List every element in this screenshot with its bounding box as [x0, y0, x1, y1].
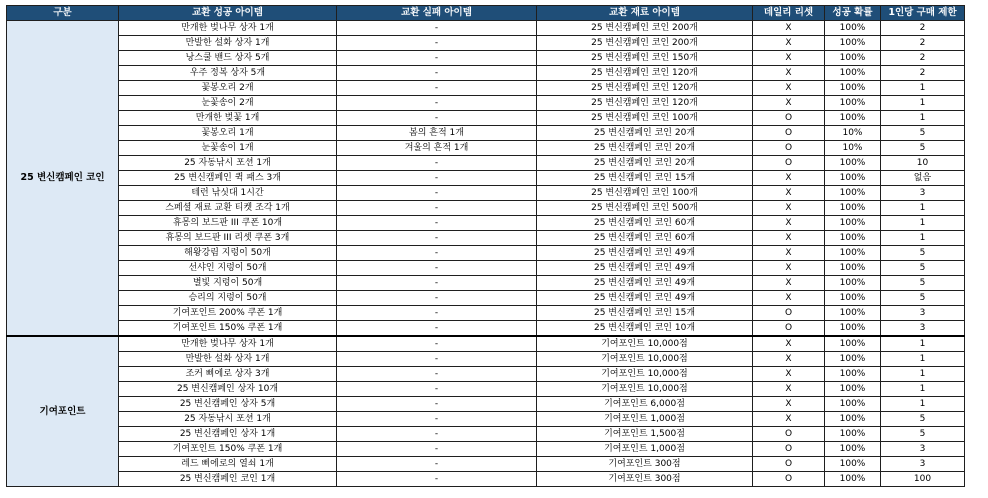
success-rate-cell: 100% [825, 216, 881, 231]
purchase-limit-cell: 5 [881, 276, 965, 291]
purchase-limit-cell: 5 [881, 246, 965, 261]
success-rate-cell: 100% [825, 306, 881, 321]
fail-item-cell: - [337, 36, 537, 51]
purchase-limit-cell: 1 [881, 96, 965, 111]
success-item-cell: 우주 정복 상자 5개 [119, 66, 337, 81]
daily-reset-cell: X [753, 51, 825, 66]
daily-reset-cell: O [753, 427, 825, 442]
purchase-limit-cell: 3 [881, 442, 965, 457]
success-item-cell: 25 변신캠페인 코인 1개 [119, 472, 337, 487]
success-rate-cell: 100% [825, 111, 881, 126]
success-rate-cell: 100% [825, 171, 881, 186]
fail-item-cell: - [337, 171, 537, 186]
success-rate-cell: 10% [825, 141, 881, 156]
table-row [7, 171, 965, 186]
purchase-limit-cell: 2 [881, 51, 965, 66]
table-row [7, 412, 965, 427]
table-row [7, 382, 965, 397]
fail-item-cell: - [337, 291, 537, 306]
material-item-cell: 기여포인트 10,000점 [537, 336, 753, 352]
success-item-cell: 25 자동낚시 포션 1개 [119, 156, 337, 171]
material-item-cell: 25 변신캠페인 코인 100개 [537, 186, 753, 201]
daily-reset-cell: O [753, 321, 825, 337]
table-row [7, 51, 965, 66]
fail-item-cell: - [337, 246, 537, 261]
category-cell: 25 변신캠페인 코인 [7, 21, 119, 337]
fail-item-cell: - [337, 382, 537, 397]
header-purchase-limit: 1인당 구매 제한 [881, 6, 965, 21]
purchase-limit-cell: 1 [881, 231, 965, 246]
material-item-cell: 25 변신캠페인 코인 60개 [537, 231, 753, 246]
success-rate-cell: 100% [825, 397, 881, 412]
success-rate-cell: 100% [825, 276, 881, 291]
fail-item-cell: - [337, 111, 537, 126]
fail-item-cell: - [337, 261, 537, 276]
success-rate-cell: 100% [825, 336, 881, 352]
table-row [7, 291, 965, 306]
daily-reset-cell: X [753, 352, 825, 367]
success-rate-cell: 100% [825, 382, 881, 397]
table-row [7, 186, 965, 201]
purchase-limit-cell: 1 [881, 397, 965, 412]
success-item-cell: 꽃봉오리 2개 [119, 81, 337, 96]
success-rate-cell: 100% [825, 201, 881, 216]
fail-item-cell: - [337, 472, 537, 487]
fail-item-cell: - [337, 321, 537, 337]
table-row [7, 336, 965, 352]
success-rate-cell: 10% [825, 126, 881, 141]
purchase-limit-cell: 없음 [881, 171, 965, 186]
success-rate-cell: 100% [825, 442, 881, 457]
fail-item-cell: - [337, 367, 537, 382]
purchase-limit-cell: 1 [881, 111, 965, 126]
table-row [7, 457, 965, 472]
daily-reset-cell: X [753, 36, 825, 51]
header-success-item: 교환 성공 아이템 [119, 6, 337, 21]
success-item-cell: 만개한 벚꽃 1개 [119, 111, 337, 126]
purchase-limit-cell: 10 [881, 156, 965, 171]
success-item-cell: 승리의 지렁이 50개 [119, 291, 337, 306]
table-row [7, 111, 965, 126]
purchase-limit-cell: 1 [881, 216, 965, 231]
table-row [7, 66, 965, 81]
material-item-cell: 25 변신캠페인 코인 100개 [537, 111, 753, 126]
table-row [7, 216, 965, 231]
success-item-cell: 만발한 설화 상자 1개 [119, 352, 337, 367]
success-rate-cell: 100% [825, 66, 881, 81]
success-rate-cell: 100% [825, 51, 881, 66]
purchase-limit-cell: 3 [881, 457, 965, 472]
material-item-cell: 25 변신캠페인 코인 120개 [537, 96, 753, 111]
success-item-cell: 만발한 설화 상자 1개 [119, 36, 337, 51]
table-row [7, 246, 965, 261]
header-row [7, 6, 965, 21]
daily-reset-cell: X [753, 96, 825, 111]
material-item-cell: 25 변신캠페인 코인 120개 [537, 81, 753, 96]
material-item-cell: 25 변신캠페인 코인 20개 [537, 126, 753, 141]
material-item-cell: 기여포인트 1,500점 [537, 427, 753, 442]
success-rate-cell: 100% [825, 321, 881, 337]
table-row [7, 21, 965, 36]
success-rate-cell: 100% [825, 186, 881, 201]
purchase-limit-cell: 1 [881, 352, 965, 367]
header-fail-item: 교환 실패 아이템 [337, 6, 537, 21]
table-row [7, 397, 965, 412]
success-rate-cell: 100% [825, 472, 881, 487]
success-item-cell: 25 변신캠페인 상자 10개 [119, 382, 337, 397]
group-0-body [7, 21, 965, 337]
success-item-cell: 휴몽의 보드판 III 쿠폰 10개 [119, 216, 337, 231]
fail-item-cell: - [337, 442, 537, 457]
success-rate-cell: 100% [825, 21, 881, 36]
table-row [7, 472, 965, 487]
purchase-limit-cell: 3 [881, 306, 965, 321]
success-rate-cell: 100% [825, 36, 881, 51]
success-item-cell: 25 변신캠페인 퀵 패스 3개 [119, 171, 337, 186]
material-item-cell: 기여포인트 6,000점 [537, 397, 753, 412]
table-row [7, 231, 965, 246]
material-item-cell: 기여포인트 1,000점 [537, 442, 753, 457]
material-item-cell: 25 변신캠페인 코인 500개 [537, 201, 753, 216]
exchange-table [6, 5, 965, 487]
purchase-limit-cell: 2 [881, 36, 965, 51]
daily-reset-cell: O [753, 442, 825, 457]
fail-item-cell: - [337, 276, 537, 291]
purchase-limit-cell: 1 [881, 367, 965, 382]
success-item-cell: 25 변신캠페인 상자 5개 [119, 397, 337, 412]
header-material-item: 교환 재료 아이템 [537, 6, 753, 21]
success-rate-cell: 100% [825, 156, 881, 171]
purchase-limit-cell: 5 [881, 412, 965, 427]
purchase-limit-cell: 5 [881, 291, 965, 306]
daily-reset-cell: X [753, 382, 825, 397]
success-rate-cell: 100% [825, 81, 881, 96]
fail-item-cell: - [337, 352, 537, 367]
daily-reset-cell: O [753, 156, 825, 171]
daily-reset-cell: X [753, 81, 825, 96]
success-item-cell: 조커 삐에로 상자 3개 [119, 367, 337, 382]
daily-reset-cell: X [753, 336, 825, 352]
material-item-cell: 기여포인트 1,000점 [537, 412, 753, 427]
fail-item-cell: - [337, 427, 537, 442]
daily-reset-cell: X [753, 246, 825, 261]
table-row [7, 81, 965, 96]
fail-item-cell: - [337, 51, 537, 66]
fail-item-cell: - [337, 216, 537, 231]
table-row [7, 321, 965, 337]
daily-reset-cell: X [753, 21, 825, 36]
success-rate-cell: 100% [825, 231, 881, 246]
purchase-limit-cell: 1 [881, 382, 965, 397]
material-item-cell: 25 변신캠페인 코인 200개 [537, 36, 753, 51]
material-item-cell: 기여포인트 10,000점 [537, 382, 753, 397]
fail-item-cell: 겨울의 흔적 1개 [337, 141, 537, 156]
material-item-cell: 25 변신캠페인 코인 150개 [537, 51, 753, 66]
material-item-cell: 25 변신캠페인 코인 120개 [537, 66, 753, 81]
material-item-cell: 25 변신캠페인 코인 49개 [537, 246, 753, 261]
success-item-cell: 기여포인트 200% 쿠폰 1개 [119, 306, 337, 321]
purchase-limit-cell: 1 [881, 81, 965, 96]
material-item-cell: 25 변신캠페인 코인 60개 [537, 216, 753, 231]
exchange-table-container [6, 5, 965, 487]
daily-reset-cell: X [753, 276, 825, 291]
table-row [7, 367, 965, 382]
group-1-body [7, 336, 965, 487]
fail-item-cell: - [337, 336, 537, 352]
table-row [7, 442, 965, 457]
fail-item-cell: - [337, 81, 537, 96]
success-item-cell: 기여포인트 150% 쿠폰 1개 [119, 321, 337, 337]
purchase-limit-cell: 5 [881, 126, 965, 141]
table-row [7, 306, 965, 321]
material-item-cell: 25 변신캠페인 코인 15개 [537, 171, 753, 186]
material-item-cell: 기여포인트 300점 [537, 457, 753, 472]
daily-reset-cell: X [753, 367, 825, 382]
daily-reset-cell: X [753, 261, 825, 276]
success-rate-cell: 100% [825, 367, 881, 382]
material-item-cell: 25 변신캠페인 코인 10개 [537, 321, 753, 337]
material-item-cell: 25 변신캠페인 코인 49개 [537, 291, 753, 306]
fail-item-cell: 봄의 흔적 1개 [337, 126, 537, 141]
purchase-limit-cell: 5 [881, 141, 965, 156]
purchase-limit-cell: 2 [881, 21, 965, 36]
fail-item-cell: - [337, 231, 537, 246]
success-item-cell: 25 자동낚시 포션 1개 [119, 412, 337, 427]
success-item-cell: 선샤인 지렁이 50개 [119, 261, 337, 276]
daily-reset-cell: X [753, 171, 825, 186]
daily-reset-cell: O [753, 457, 825, 472]
success-item-cell: 25 변신캠페인 상자 1개 [119, 427, 337, 442]
daily-reset-cell: O [753, 141, 825, 156]
purchase-limit-cell: 1 [881, 201, 965, 216]
success-item-cell: 꽃봉오리 1개 [119, 126, 337, 141]
material-item-cell: 기여포인트 10,000점 [537, 352, 753, 367]
table-row [7, 201, 965, 216]
success-item-cell: 테런 낚싯대 1시간 [119, 186, 337, 201]
table-row [7, 36, 965, 51]
success-rate-cell: 100% [825, 96, 881, 111]
success-item-cell: 만개한 벚나무 상자 1개 [119, 336, 337, 352]
table-row [7, 96, 965, 111]
success-item-cell: 기여포인트 150% 쿠폰 1개 [119, 442, 337, 457]
daily-reset-cell: O [753, 472, 825, 487]
purchase-limit-cell: 1 [881, 336, 965, 352]
material-item-cell: 기여포인트 300점 [537, 472, 753, 487]
success-item-cell: 눈꽃송이 1개 [119, 141, 337, 156]
purchase-limit-cell: 100 [881, 472, 965, 487]
table-row [7, 141, 965, 156]
daily-reset-cell: O [753, 111, 825, 126]
daily-reset-cell: O [753, 306, 825, 321]
success-item-cell: 휴몽의 보드판 III 리셋 쿠폰 3개 [119, 231, 337, 246]
header-category: 구분 [7, 6, 119, 21]
material-item-cell: 25 변신캠페인 코인 49개 [537, 276, 753, 291]
table-row [7, 427, 965, 442]
success-item-cell: 만개한 벚나무 상자 1개 [119, 21, 337, 36]
success-item-cell: 눈꽃송이 2개 [119, 96, 337, 111]
daily-reset-cell: X [753, 291, 825, 306]
purchase-limit-cell: 3 [881, 321, 965, 337]
daily-reset-cell: X [753, 186, 825, 201]
daily-reset-cell: X [753, 216, 825, 231]
material-item-cell: 25 변신캠페인 코인 200개 [537, 21, 753, 36]
table-row [7, 156, 965, 171]
header-daily-reset: 데일리 리셋 [753, 6, 825, 21]
table-row [7, 352, 965, 367]
fail-item-cell: - [337, 306, 537, 321]
success-rate-cell: 100% [825, 291, 881, 306]
fail-item-cell: - [337, 201, 537, 216]
fail-item-cell: - [337, 412, 537, 427]
material-item-cell: 25 변신캠페인 코인 49개 [537, 261, 753, 276]
purchase-limit-cell: 2 [881, 66, 965, 81]
daily-reset-cell: X [753, 231, 825, 246]
success-item-cell: 레드 삐에로의 열쇠 1개 [119, 457, 337, 472]
material-item-cell: 기여포인트 10,000점 [537, 367, 753, 382]
success-rate-cell: 100% [825, 261, 881, 276]
purchase-limit-cell: 5 [881, 427, 965, 442]
fail-item-cell: - [337, 397, 537, 412]
success-rate-cell: 100% [825, 352, 881, 367]
success-item-cell: 낭스쿨 밴드 상자 5개 [119, 51, 337, 66]
header-success-rate: 성공 확률 [825, 6, 881, 21]
fail-item-cell: - [337, 21, 537, 36]
category-cell: 기여포인트 [7, 336, 119, 487]
table-row [7, 261, 965, 276]
material-item-cell: 25 변신캠페인 코인 15개 [537, 306, 753, 321]
success-item-cell: 스페셜 재료 교환 티켓 조각 1개 [119, 201, 337, 216]
fail-item-cell: - [337, 186, 537, 201]
purchase-limit-cell: 3 [881, 186, 965, 201]
daily-reset-cell: O [753, 126, 825, 141]
material-item-cell: 25 변신캠페인 코인 20개 [537, 156, 753, 171]
fail-item-cell: - [337, 66, 537, 81]
success-rate-cell: 100% [825, 427, 881, 442]
success-rate-cell: 100% [825, 246, 881, 261]
fail-item-cell: - [337, 96, 537, 111]
daily-reset-cell: X [753, 397, 825, 412]
fail-item-cell: - [337, 457, 537, 472]
daily-reset-cell: X [753, 201, 825, 216]
purchase-limit-cell: 5 [881, 261, 965, 276]
success-rate-cell: 100% [825, 412, 881, 427]
success-item-cell: 해왕강림 지렁이 50개 [119, 246, 337, 261]
daily-reset-cell: X [753, 66, 825, 81]
table-row [7, 126, 965, 141]
daily-reset-cell: X [753, 412, 825, 427]
table-row [7, 276, 965, 291]
material-item-cell: 25 변신캠페인 코인 20개 [537, 141, 753, 156]
success-rate-cell: 100% [825, 457, 881, 472]
fail-item-cell: - [337, 156, 537, 171]
success-item-cell: 별빛 지렁이 50개 [119, 276, 337, 291]
